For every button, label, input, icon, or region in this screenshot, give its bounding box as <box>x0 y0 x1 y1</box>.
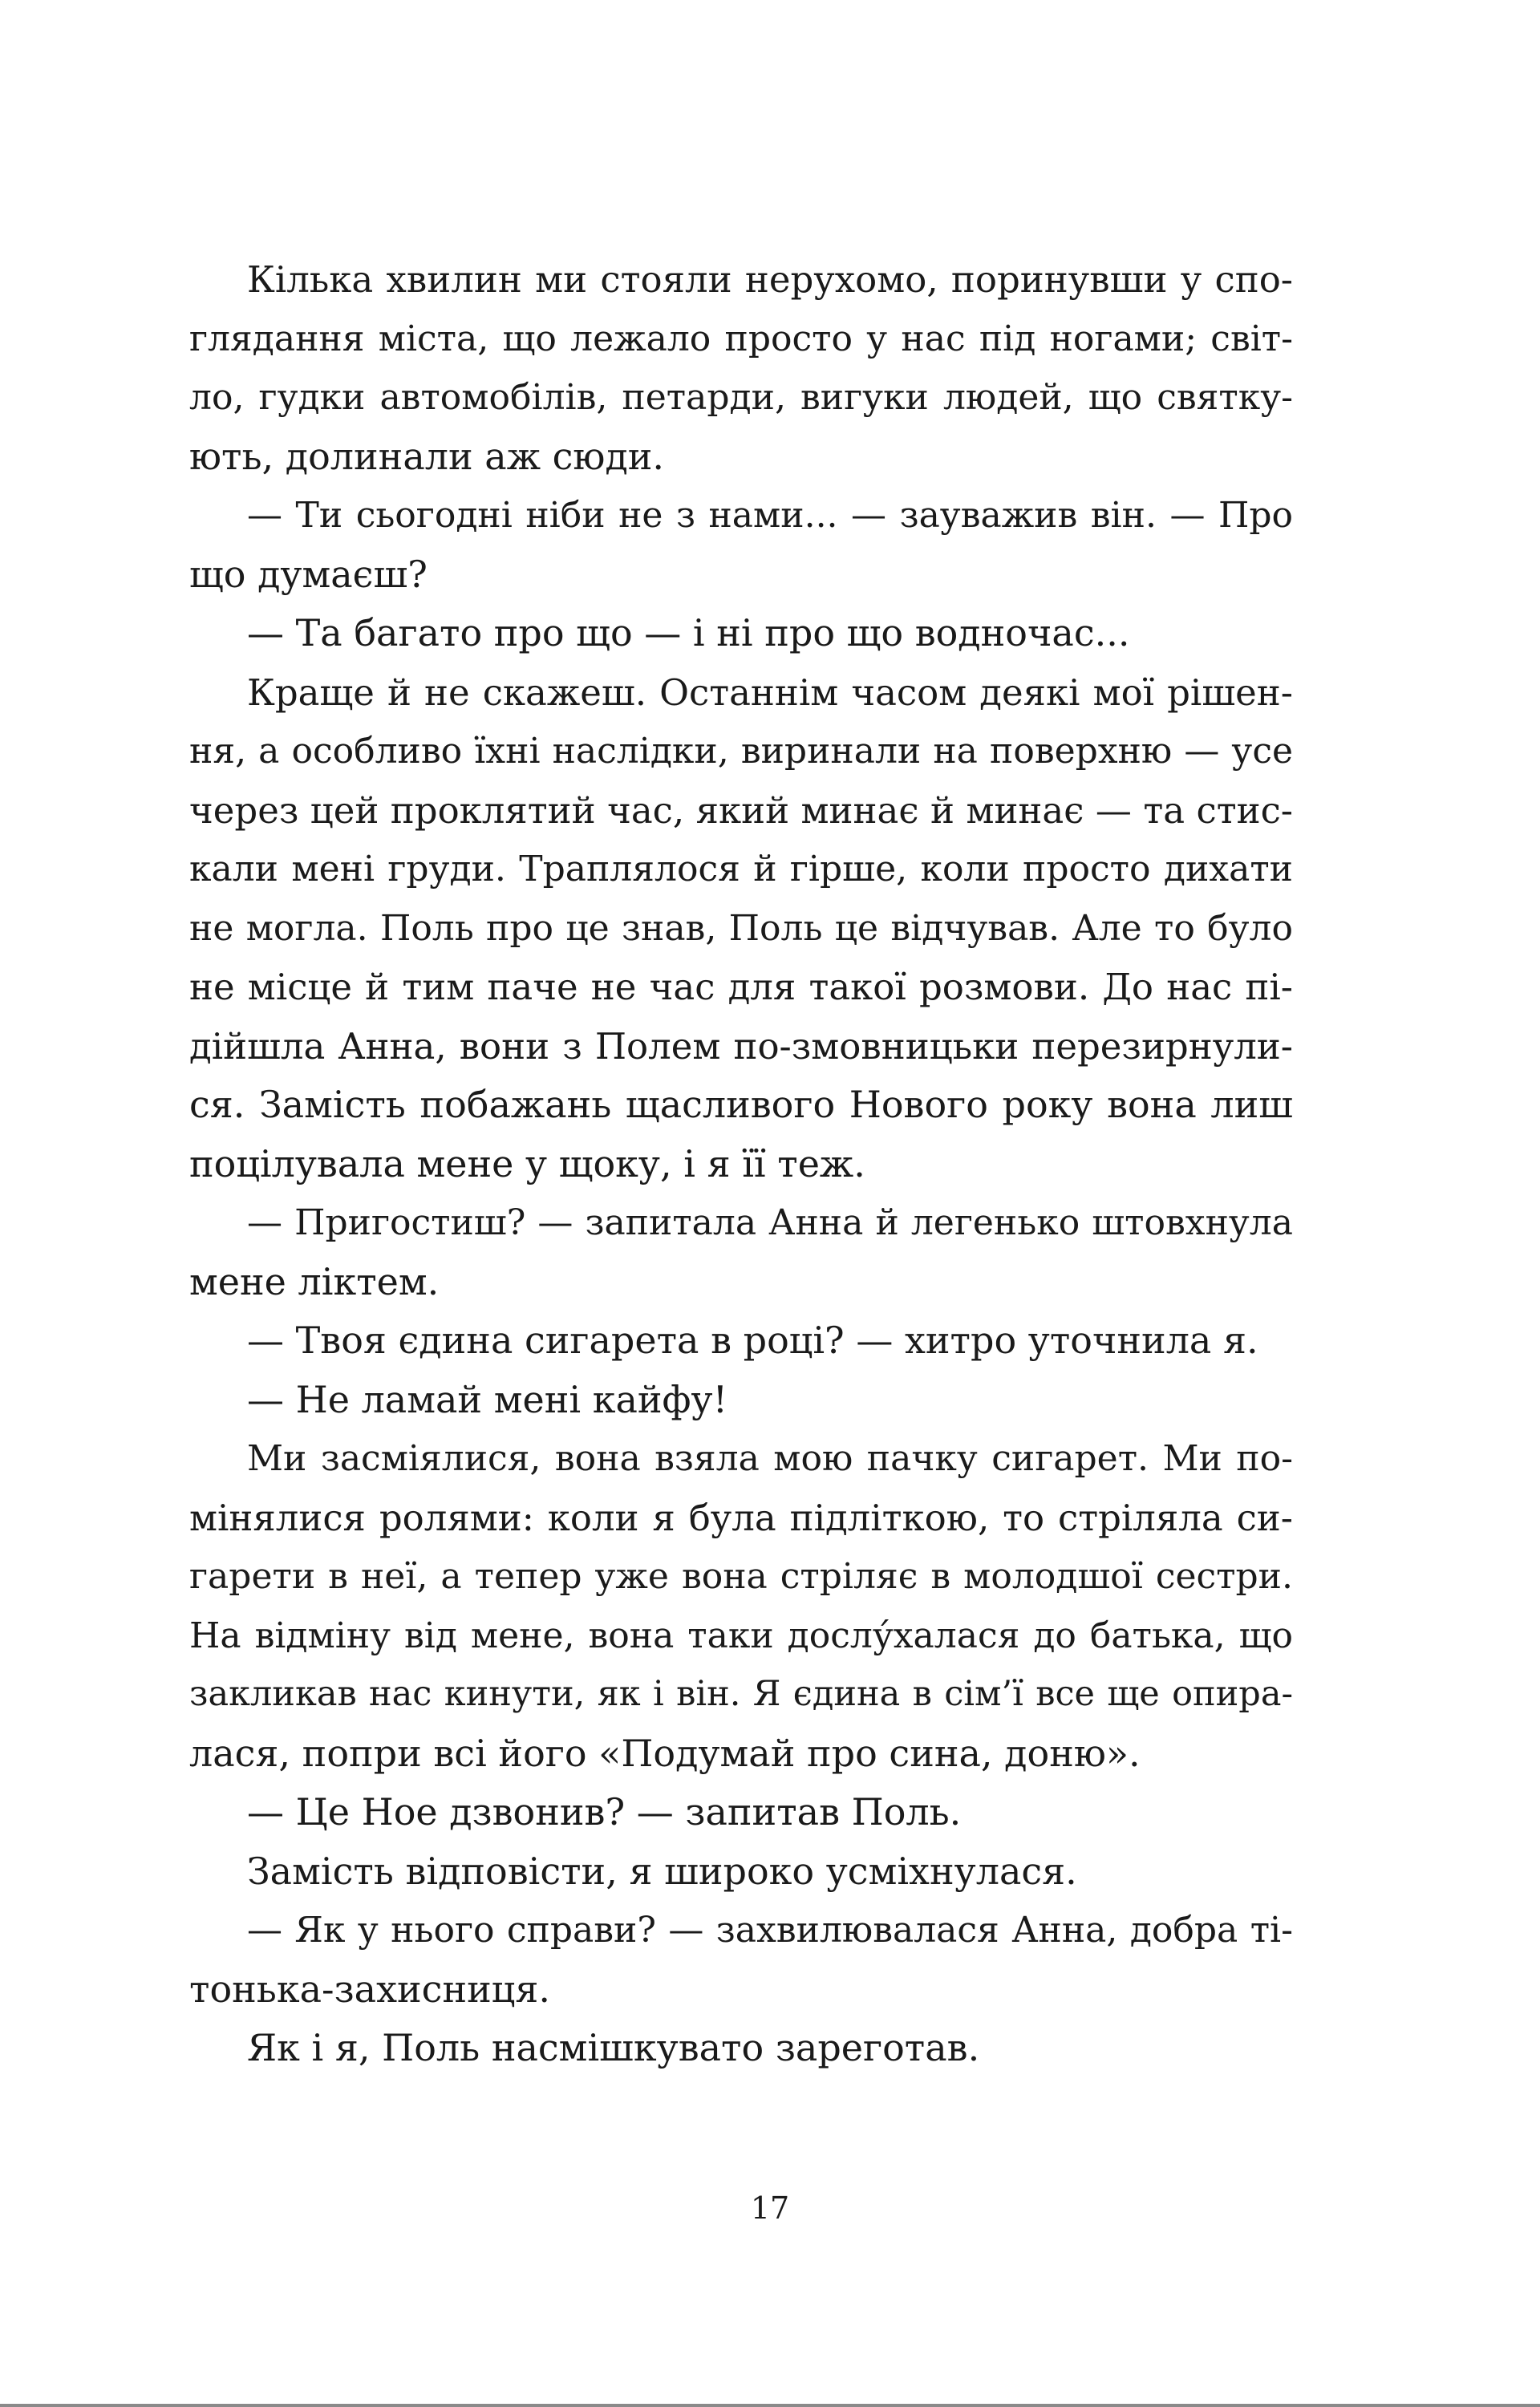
text-line: Ми засміялися, вона взяла мою пачку сигарет. Ми по- <box>247 1438 1293 1479</box>
text-line: тонька-захисниця. <box>189 1967 550 2011</box>
text-line: — Твоя єдина сигарета в році? — хитро уточнила я. <box>247 1319 1258 1362</box>
text-line: ся. Замість побажань щасливого Нового року вона лиш <box>189 1083 1293 1126</box>
text-line: ня, а особливо їхні наслідки, виринали на поверхню — усе <box>189 731 1293 772</box>
text-line: поцілувала мене у щоку, і я її теж. <box>189 1141 865 1185</box>
text-line: — Це Ное дзвонив? — запитав Поль. <box>247 1790 962 1834</box>
text-line: Кілька хвилин ми стояли нерухомо, поринувши у спо- <box>247 258 1293 301</box>
text-line: не могла. Поль про це знав, Поль це відчував. Але то було <box>189 907 1293 949</box>
text-line: — Ти сьогодні ніби не з нами... — зауважив він. — Про <box>247 495 1293 536</box>
text-line: гарети в неї, а тепер уже вона стріляє в молодшої сестри. <box>189 1556 1293 1597</box>
text-line: — Пригостиш? — запитала Анна й легенько штовхнула <box>247 1202 1293 1243</box>
text-line: через цей проклятий час, який минає й минає — та стис- <box>189 788 1293 832</box>
page-bottom-edge <box>0 2404 1540 2407</box>
page-number: 17 <box>750 2190 790 2226</box>
text-line: лася, попри всі його «Подумай про сина, доню». <box>189 1731 1141 1775</box>
text-line: кали мені груди. Траплялося й гірше, коли просто дихати <box>189 849 1293 889</box>
text-line: мене ліктем. <box>189 1259 440 1303</box>
text-line: ло, гудки автомобілів, петарди, вигуки людей, що святку- <box>189 377 1293 418</box>
body-text <box>189 250 1293 2078</box>
text-line: глядання міста, що лежало просто у нас під ногами; світ- <box>189 318 1293 359</box>
text-line: ють, долинали аж сюди. <box>189 434 665 478</box>
text-line: — Як у нього справи? — захвилювалася Анна, добра ті- <box>247 1910 1293 1951</box>
text-line: не місце й тим паче не час для такої розмови. До нас пі- <box>189 966 1293 1008</box>
text-line: закликав нас кинути, як і він. Я єдина в сім’ї все ще опира- <box>189 1674 1293 1714</box>
text-line: — Не ламай мені кайфу! <box>247 1377 728 1421</box>
text-line: Краще й не скажеш. Останнім часом деякі мої рішен- <box>247 671 1293 714</box>
text-line: — Та багато про що — і ні про що водночас... <box>247 611 1130 654</box>
text-line: На відміну від мене, вона таки дослу́халася до батька, що <box>189 1615 1293 1656</box>
text-line: що думаєш? <box>189 552 428 596</box>
text-line: дійшла Анна, вони з Полем по-змовницьки перезирнули- <box>189 1024 1293 1068</box>
text-line: Замість відповісти, я широко усміхнулася. <box>247 1849 1077 1893</box>
text-line: мінялися ролями: коли я була підліткою, то стріляла си- <box>189 1496 1293 1539</box>
text-line: Як і я, Поль насмішкувато зареготав. <box>247 2026 980 2069</box>
